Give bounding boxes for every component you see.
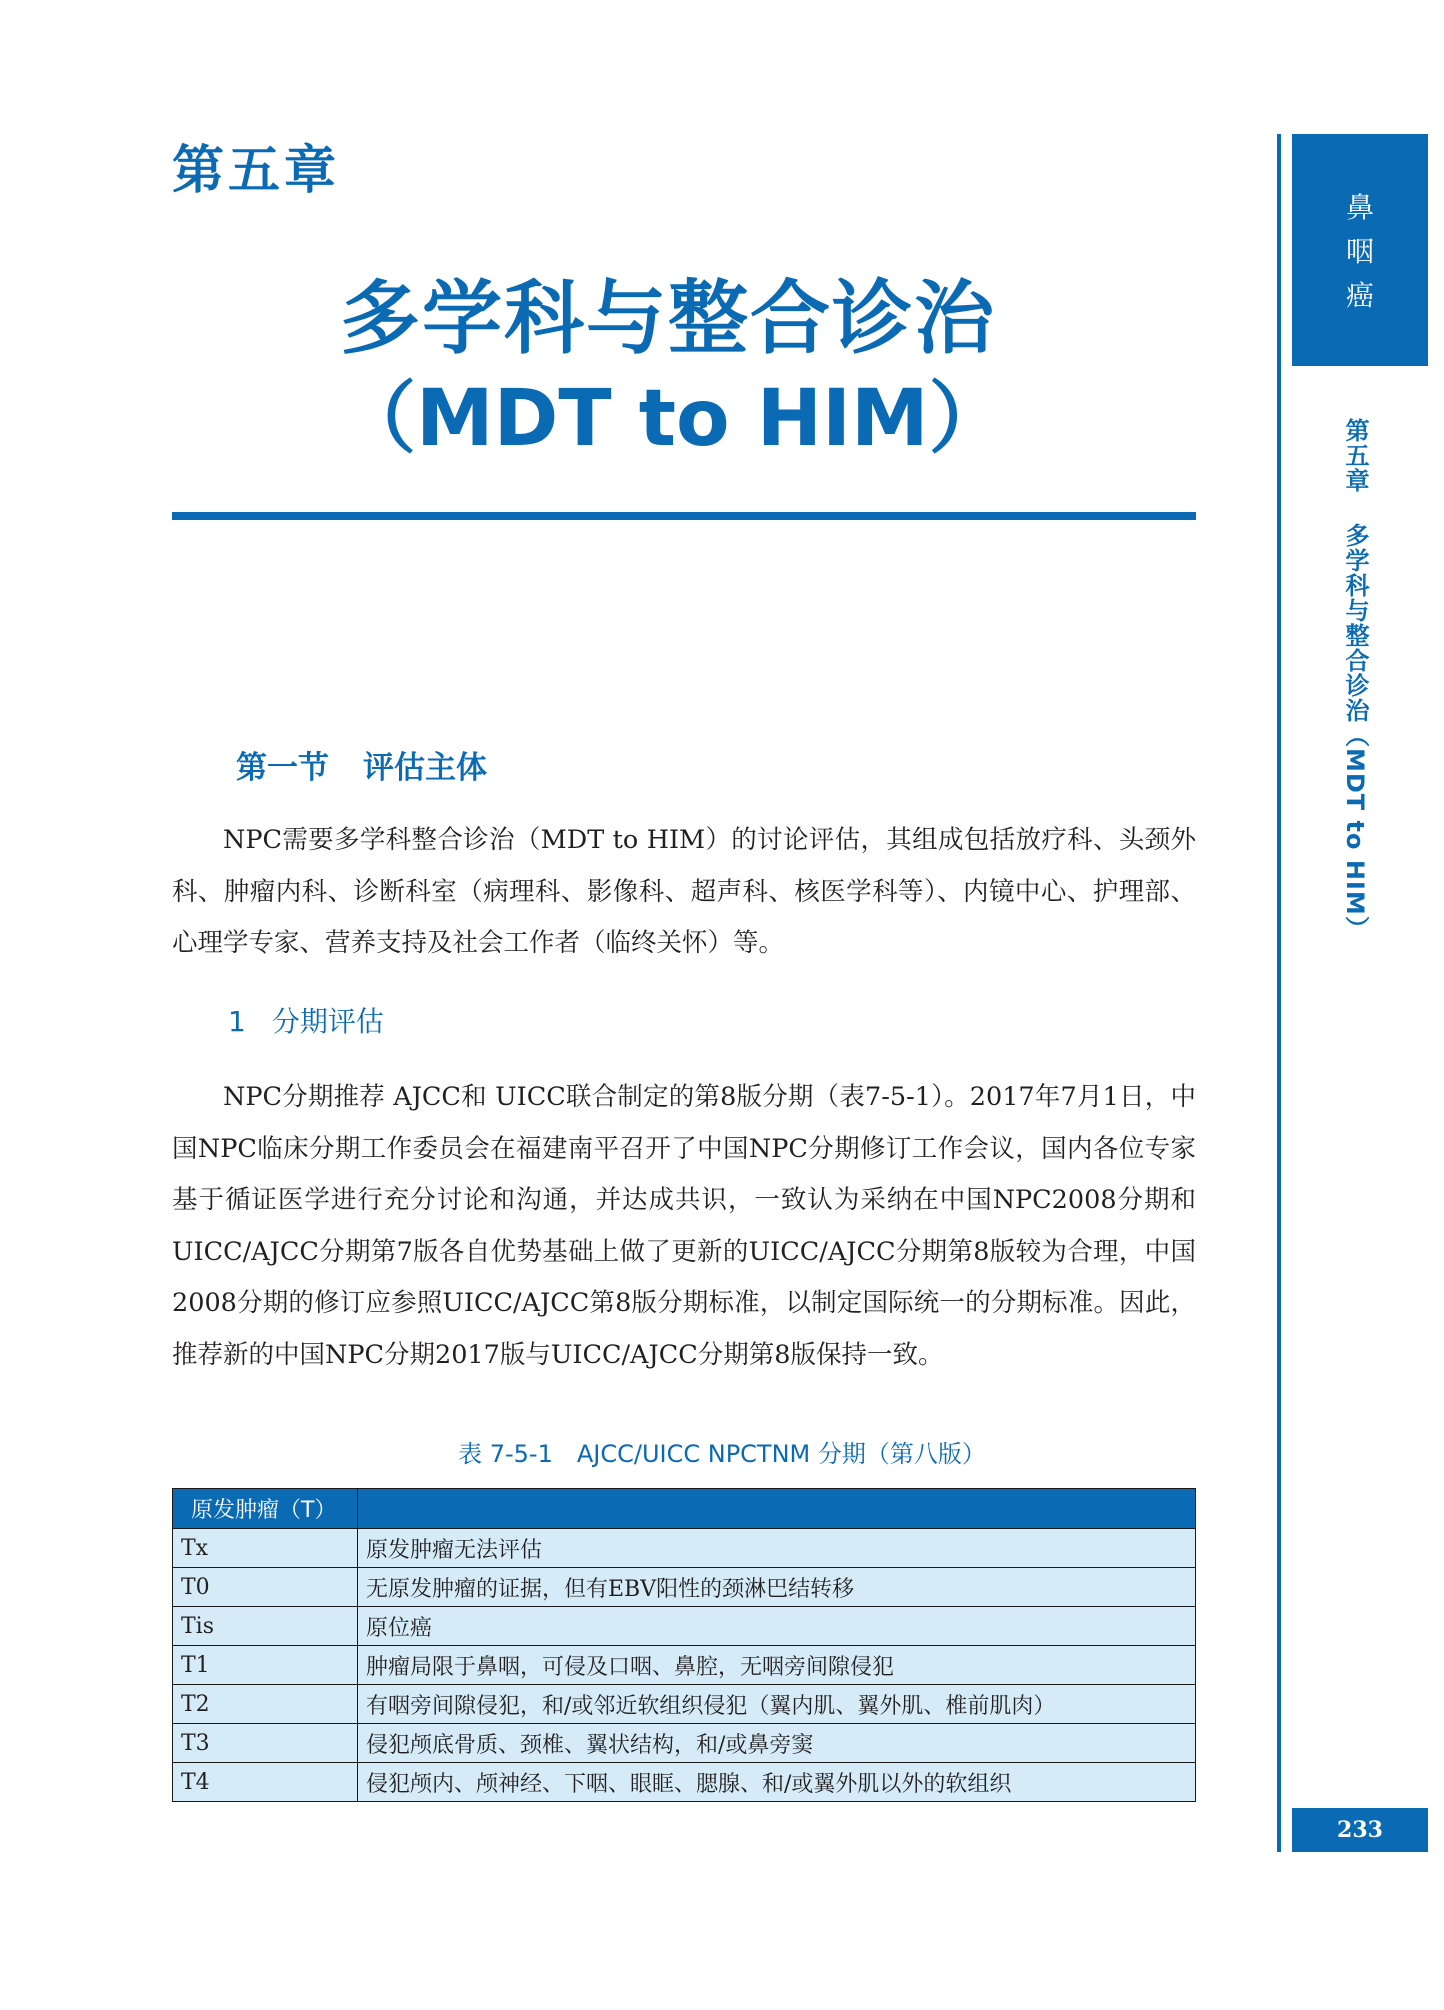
subsection-title: 分期评估 [271,1005,384,1038]
stage-code: T1 [173,1646,358,1685]
table-row [173,1724,1196,1763]
body-paragraph: NPC分期推荐 AJCC和 UICC联合制定的第8版分期（表7-5-1）。2017年7月1日，中国NPC临床分期工作委员会在福建南平召开了中国NPC分期修订工作会议，国内各位专家基于循证医学进行充分讨论和沟通，并达成共识，一致认为采纳在中国NPC2008分期和UICC/AJCC分期第7版各自优势基础上做了更新的UICC/AJCC分期第8版较为合理，中国2008分期的修订应参照UICC/AJCC第8版分期标准，以制定国际统一的分期标准。因此，推荐新的中国NPC分期2017版与UICC/AJCC分期第8版保持一致。 [172,1082,1196,1370]
table-row [173,1763,1196,1802]
stage-code: Tx [173,1529,358,1568]
table-row [173,1607,1196,1646]
stage-description: 肿瘤局限于鼻咽，可侵及口咽、鼻腔，无咽旁间隙侵犯 [358,1646,1196,1685]
stage-description: 无原发肿瘤的证据，但有EBV阳性的颈淋巴结转移 [358,1568,1196,1607]
stage-code: T3 [173,1724,358,1763]
table-row [173,1646,1196,1685]
thumb-tab-char: 癌 [1345,279,1374,312]
title-divider [172,512,1196,520]
section-number: 第一节 [236,750,329,786]
stage-description: 原发肿瘤无法评估 [358,1529,1196,1568]
running-title: 多学科与整合诊治（MDT to HIM） [1341,523,1369,941]
stage-code: T2 [173,1685,358,1724]
chapter-label: 第五章 [172,140,341,201]
page-number: 233 [1292,1808,1428,1852]
thumb-tab-char: 咽 [1345,235,1374,268]
chapter-thumb-tab [1292,134,1428,366]
stage-description: 有咽旁间隙侵犯，和/或邻近软组织侵犯（翼内肌、翼外肌、椎前肌肉） [358,1685,1196,1724]
stage-description: 原位癌 [358,1607,1196,1646]
stage-code: Tis [173,1607,358,1646]
table-row [173,1568,1196,1607]
table-caption: 表 7-5-1 AJCC/UICC NPCTNM 分期（第八版） [458,1440,986,1468]
stage-description: 侵犯颅内、颅神经、下咽、眼眶、腮腺、和/或翼外肌以外的软组织 [358,1763,1196,1802]
running-chapter: 第五章 [1341,418,1369,493]
section-heading [236,742,521,787]
table-row [173,1529,1196,1568]
thumb-tab-char: 鼻 [1345,191,1374,224]
subsection-heading [228,1000,410,1040]
stage-code: T4 [173,1763,358,1802]
section-title: 评估主体 [363,750,487,786]
stage-description: 侵犯颅底骨质、颈椎、翼状结构，和/或鼻旁窦 [358,1724,1196,1763]
table-header-cell-empty [358,1489,1196,1529]
table-header-cell: 原发肿瘤（T） [173,1489,358,1529]
margin-rule [1277,134,1281,1852]
tnm-staging-table [172,1488,1196,1802]
thumb-tab-label [1292,186,1428,318]
table-row [173,1685,1196,1724]
table-header-row [173,1489,1196,1529]
subsection-number: 1 [228,1005,246,1038]
running-header [1338,418,1373,941]
chapter-title: 多学科与整合诊治 [340,272,996,365]
chapter-title-subtitle: （MDT to HIM） [338,374,1007,464]
body-paragraph: NPC需要多学科整合诊治（MDT to HIM）的讨论评估，其组成包括放疗科、头颈外科、肿瘤内科、诊断科室（病理科、影像科、超声科、核医学科等）、内镜中心、护理部、心理学专家、营养支持及社会工作者（临终关怀）等。 [172,825,1196,958]
stage-code: T0 [173,1568,358,1607]
